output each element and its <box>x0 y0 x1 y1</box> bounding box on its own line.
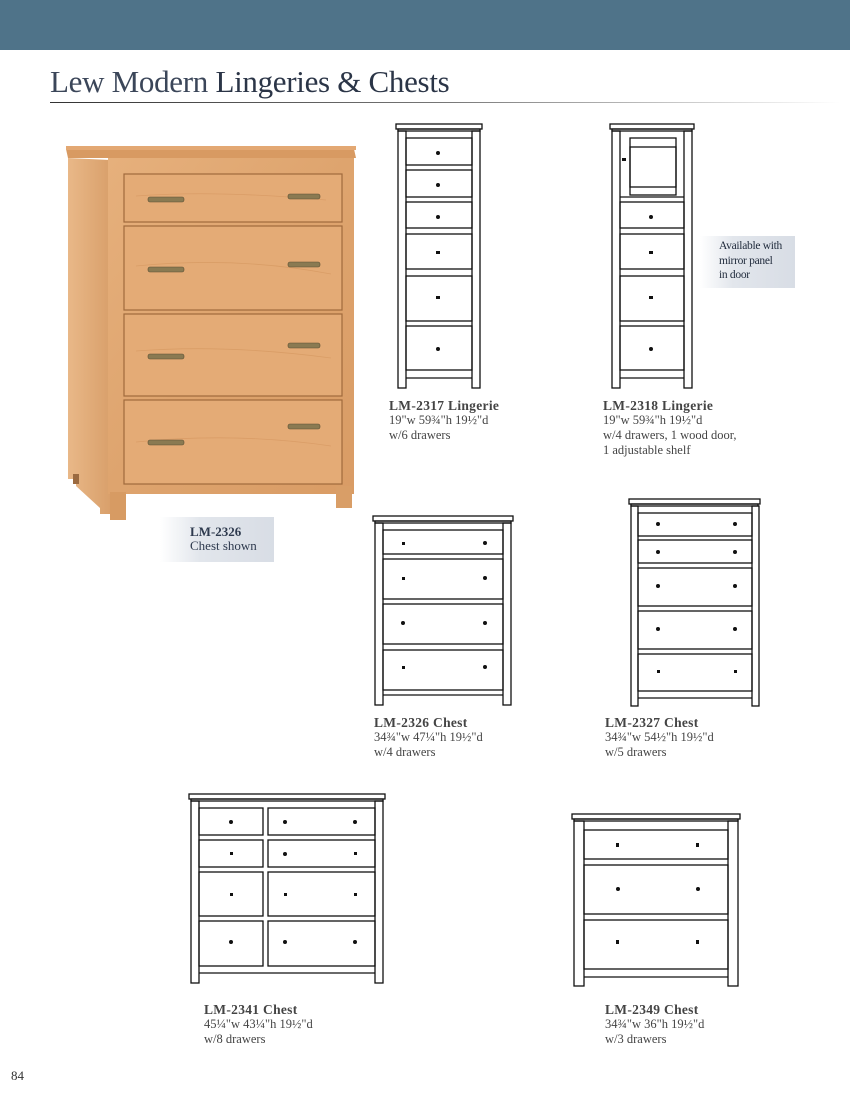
product-model: LM-2317 Lingerie <box>389 398 500 413</box>
lm-2317-drawing <box>395 123 485 391</box>
product-model: LM-2341 Chest <box>204 1002 298 1017</box>
title-underline <box>50 102 840 103</box>
lm-2349-drawing <box>571 813 743 988</box>
product-dimensions: 19"w 59¾"h 19½"d <box>389 413 489 427</box>
lm-2326-drawing <box>372 515 515 707</box>
product-dimensions: 34¾"w 36"h 19½"d <box>605 1017 705 1031</box>
product-caption-lm-2349 <box>605 1002 704 1047</box>
photo-callout <box>160 517 274 562</box>
lm-2341-drawing <box>188 793 388 985</box>
lm-2327-drawing <box>628 498 762 708</box>
photo-callout-model: LM-2326 <box>190 524 242 539</box>
product-caption-lm-2326 <box>374 715 483 760</box>
product-description: w/6 drawers <box>389 428 451 442</box>
page-title <box>50 64 449 100</box>
title-series: Lew Modern <box>50 64 208 99</box>
product-caption-lm-2318 <box>603 398 737 458</box>
mirror-note-line: Available with <box>719 240 782 252</box>
product-dimensions: 45¼"w 43¼"h 19½"d <box>204 1017 313 1031</box>
product-description: w/3 drawers <box>605 1032 667 1046</box>
product-dimensions: 34¾"w 47¼"h 19½"d <box>374 730 483 744</box>
product-description: w/4 drawers <box>374 745 436 759</box>
title-category: Lingeries & Chests <box>215 64 450 99</box>
product-description: 1 adjustable shelf <box>603 443 691 457</box>
chest-photo <box>66 146 356 520</box>
product-caption-lm-2317 <box>389 398 499 443</box>
product-description: w/8 drawers <box>204 1032 266 1046</box>
product-description: w/4 drawers, 1 wood door, <box>603 428 737 442</box>
product-model: LM-2326 Chest <box>374 715 468 730</box>
product-dimensions: 19"w 59¾"h 19½"d <box>603 413 703 427</box>
mirror-panel-note <box>700 236 795 288</box>
product-model: LM-2349 Chest <box>605 1002 699 1017</box>
lm-2318-drawing <box>609 123 697 391</box>
mirror-note-line: mirror panel <box>719 254 773 267</box>
page-number: 84 <box>11 1068 24 1083</box>
product-caption-lm-2327 <box>605 715 714 760</box>
product-model: LM-2318 Lingerie <box>603 398 714 413</box>
product-dimensions: 34¾"w 54½"h 19½"d <box>605 730 714 744</box>
product-caption-lm-2341 <box>204 1002 313 1047</box>
mirror-note-line: in door <box>719 269 750 281</box>
product-description: w/5 drawers <box>605 745 667 759</box>
product-model: LM-2327 Chest <box>605 715 699 730</box>
header-band <box>0 0 850 50</box>
photo-callout-text: Chest shown <box>190 538 257 553</box>
